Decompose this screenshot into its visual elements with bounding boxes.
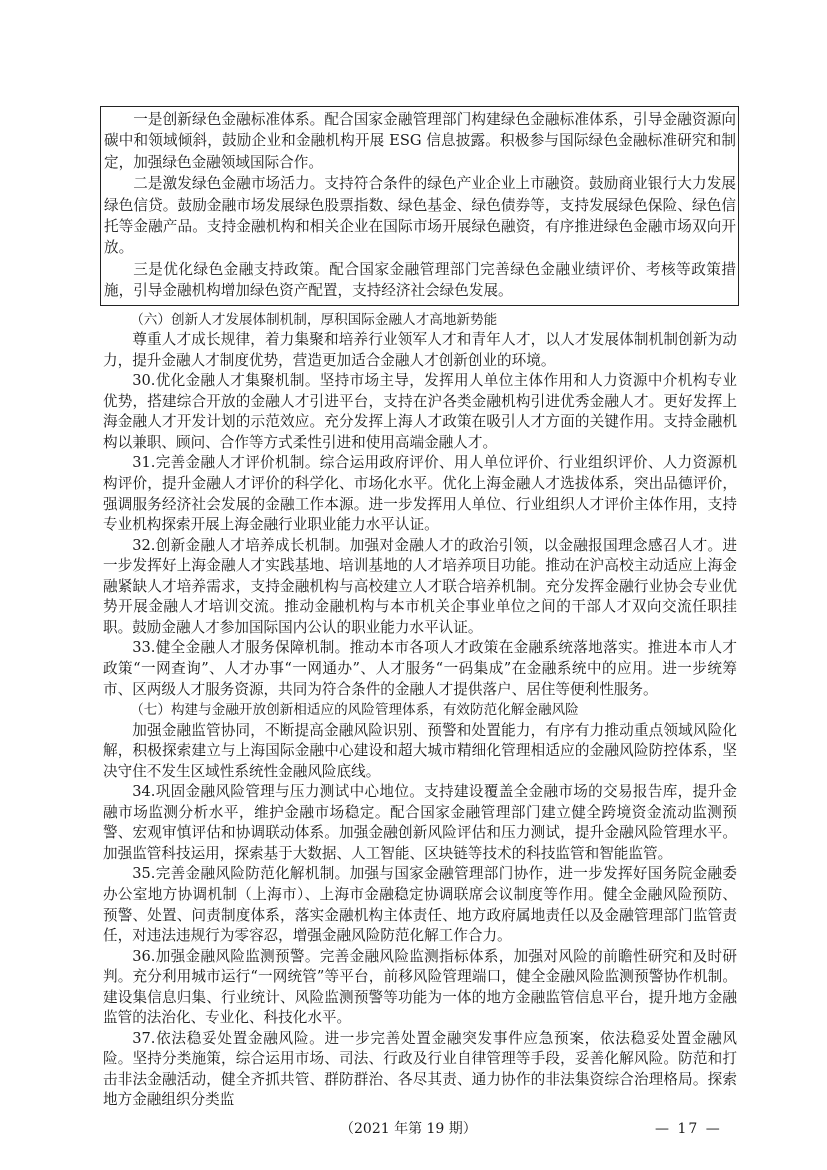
paragraph-32: 32.创新金融人才培养成长机制。加强对金融人才的政治引领，以金融报国理念感召人才。进一步发挥好上海金融人才实践基地、培训基地的人才培养项目功能。推动在沪高校主动适应上海金融紧缺人才培养需求，支持金融机构与高校建立人才联合培养机制。充分发挥金融行业协会专业优势开展金融人才培训交流。推动金融机构与本市机关企事业单位之间的干部人才双向交流任职挂职。鼓励金融人才参加国际国内公认的职业能力水平认证。 <box>103 536 737 636</box>
paragraph-37: 37.依法稳妥处置金融风险。进一步完善处置金融突发事件应急预案，依法稳妥处置金融风险。坚持分类施策，综合运用市场、司法、行政及行业自律管理等手段，妥善化解风险。防范和打击非法金融活动，健全齐抓共管、群防群治、各尽其责、通力协作的非法集资综合治理格局。探索地方金融组织分类监 <box>103 1029 737 1109</box>
box-paragraph-3: 三是优化绿色金融支持政策。配合国家金融管理部门完善绿色金融业绩评价、考核等政策措施，引导金融机构增加绿色资产配置，支持经济社会绿色发展。 <box>104 260 736 300</box>
paragraph-33: 33.健全金融人才服务保障机制。推动本市各项人才政策在金融系统落地落实。推进本市人才政策“一网查询”、人才办事“一网通办”、人才服务“一码集成”在金融系统中的应用。进一步统筹市、区两级人才服务资源，共同为符合条件的金融人才提供落户、居住等便利性服务。 <box>103 639 737 698</box>
paragraph-talent-intro: 尊重人才成长规律，着力集聚和培养行业领军人才和青年人才，以人才发展体制机制创新为动力，提升金融人才制度优势，营造更加适合金融人才创新创业的环境。 <box>103 331 737 369</box>
box-paragraph-2: 二是激发绿色金融市场活力。支持符合条件的绿色产业企业上市融资。鼓励商业银行大力发展绿色信贷。鼓励金融市场发展绿色股票指数、绿色基金、绿色债券等，支持发展绿色保险、绿色信托等金融产品。支持金融机构和相关企业在国际市场开展绿色融资，有序推进绿色金融市场双向开放。 <box>104 175 736 257</box>
paragraph-36: 36.加强金融风险监测预警。完善金融风险监测指标体系，加强对风险的前瞻性研究和及时研判。充分利用城市运行“一网统管”等平台，前移风险管理端口，健全金融风险监测预警协作机制。建设集信息归集、行业统计、风险监测预警等功能为一体的地方金融监管信息平台，提升地方金融监管的法治化、专业化、科技化水平。 <box>103 947 737 1027</box>
box-paragraph-1: 一是创新绿色金融标准体系。配合国家金融管理部门构建绿色金融标准体系，引导金融资源向碳中和领域倾斜，鼓励企业和金融机构开展 ESG 信息披露。积极参与国际绿色金融标准研究和制定，加强绿色金融领域国际合作。 <box>104 111 736 171</box>
paragraph-35: 35.完善金融风险防范化解机制。加强与国家金融管理部门协作，进一步发挥好国务院金融委办公室地方协调机制（上海市）、上海市金融稳定协调联席会议制度等作用。健全金融风险预防、预警、处置、问责制度体系，落实金融机构主体责任、地方政府属地责任以及金融管理部门监管责任，对违法违规行为零容忍，增强金融风险防范化解工作合力。 <box>103 865 737 945</box>
section-heading-7: （七）构建与金融开放创新相适应的风险管理体系，有效防范化解金融风险 <box>130 702 579 719</box>
issue-number: （2021 年第 19 期） <box>340 1120 477 1137</box>
paragraph-30: 30.优化金融人才集聚机制。坚持市场主导，发挥用人单位主体作用和人力资源中介机构专业优势，搭建综合开放的金融人才引进平台，支持在沪各类金融机构引进优秀金融人才。更好发挥上海金融人才开发计划的示范效应。充分发挥上海人才政策在吸引人才方面的关键作用。支持金融机构以兼职、顾问、合作等方式柔性引进和使用高端金融人才。 <box>103 372 737 451</box>
page-footer <box>103 1119 737 1139</box>
section-heading-6: （六）创新人才发展体制机制，厚积国际金融人才高地新势能 <box>130 311 498 328</box>
page-number: — 17 — <box>655 1120 722 1137</box>
paragraph-risk-intro: 加强金融监管协同，不断提高金融风险识别、预警和处置能力，有序有力推动重点领域风险化解，积极探索建立与上海国际金融中心建设和超大城市精细化管理相适应的金融风险防控体系，坚决守住不发生区域性系统性金融风险底线。 <box>103 721 737 780</box>
paragraph-34: 34.巩固金融风险管理与压力测试中心地位。支持建设覆盖全金融市场的交易报告库，提升金融市场监测分析水平，维护金融市场稳定。配合国家金融管理部门建立健全跨境资金流动监测预警、宏观审慎评估和协调联动体系。加强金融创新风险评估和压力测试，提升金融风险管理水平。加强监管科技运用，探索基于大数据、人工智能、区块链等技术的科技监管和智能监管。 <box>103 783 737 862</box>
paragraph-31: 31.完善金融人才评价机制。综合运用政府评价、用人单位评价、行业组织评价、人力资源机构评价，提升金融人才评价的科学化、市场化水平。优化上海金融人才选拔体系，突出品德评价，强调服务经济社会发展的金融工作本源。进一步发挥用人单位、行业组织人才评价主体作用，支持专业机构探索开展上海金融行业职业能力水平认证。 <box>103 454 737 534</box>
document-body <box>103 310 737 1111</box>
green-finance-boxed-section <box>100 106 739 306</box>
